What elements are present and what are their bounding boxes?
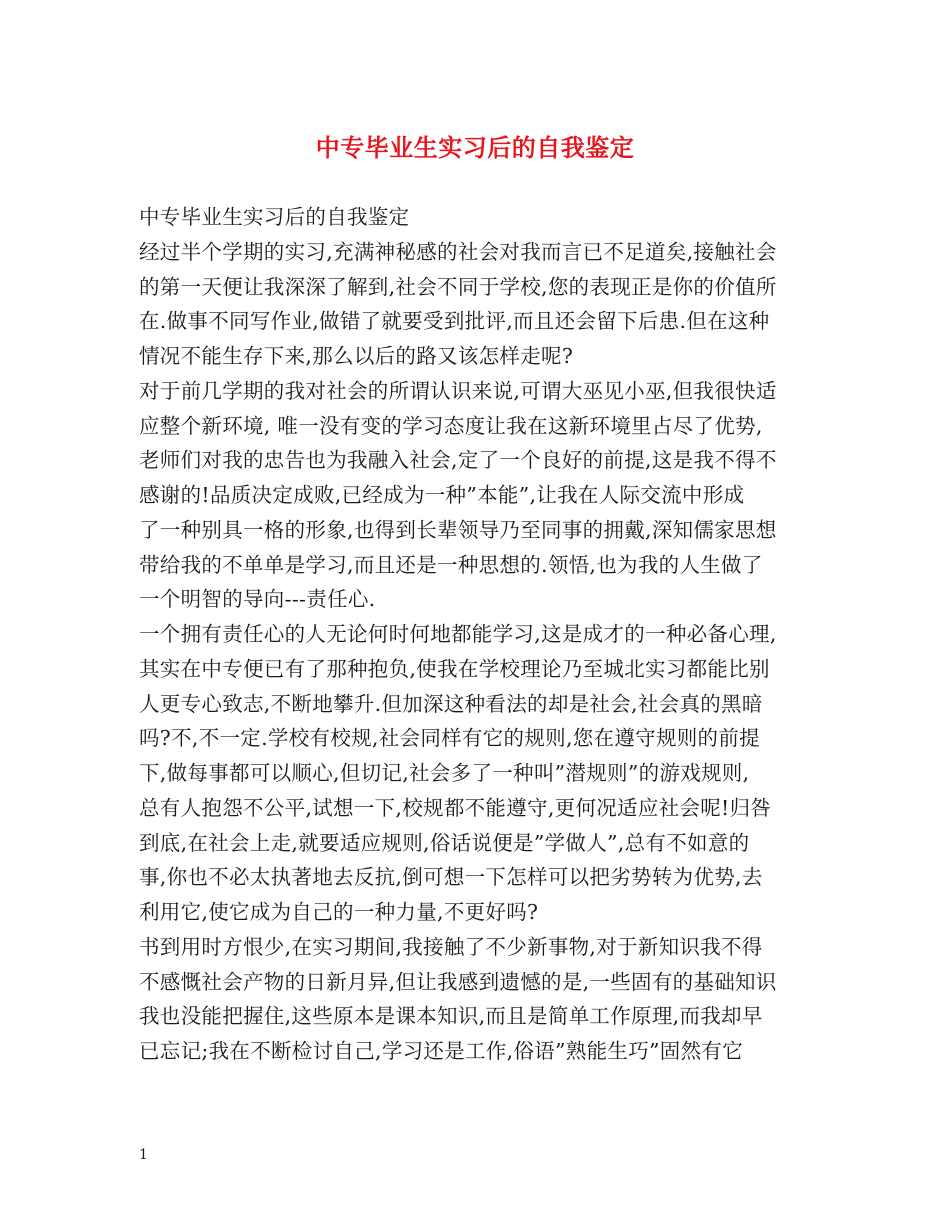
body-text-line: 的第一天便让我深深了解到,社会不同于学校,您的表现正是你的价值所 [139,274,777,299]
body-text-line: 情况不能生存下来,那么以后的路又该怎样走呢? [139,344,574,368]
body-text-line: 其实在中专便已有了那种抱负,使我在学校理论乃至城北实习都能比别 [139,656,770,681]
body-text-line: 总有人抱怨不公平,试想一下,校规都不能遵守,更何况适应社会呢!归咎 [139,795,772,820]
body-text-line: 应整个新环境, 唯一没有变的学习态度让我在这新环境里占尽了优势, [139,413,763,438]
body-text-line: 带给我的不单单是学习,而且还是一种思想的.领悟,也为我的人生做了 [139,552,763,577]
body-text-line: 不感慨社会产物的日新月异,但让我感到遗憾的是,一些固有的基础知识 [139,969,777,994]
body-text-line: 利用它,使它成为自己的一种力量,不更好吗? [139,900,539,924]
body-text-line: 到底,在社会上走,就要适应规则,俗话说便是”学做人”,总有不如意的 [139,830,750,855]
body-text-line: 感谢的!品质决定成败,已经成为一种”本能”,让我在人际交流中形成 [139,483,745,507]
body-text-line: 了一种别具一格的形象,也得到长辈领导乃至同事的拥戴,深知儒家思想 [139,517,777,542]
body-text-line: 事,你也不必太执著地去反抗,倒可想一下怎样可以把劣势转为优势,去 [139,865,763,890]
document-body [139,200,815,1069]
body-text-line: 经过半个学期的实习,充满神秘感的社会对我而言已不足道矣,接触社会 [139,239,777,264]
body-text-line: 已忘记;我在不断检讨自己,学习还是工作,俗语”熟能生巧”固然有它 [139,1039,743,1063]
document-subtitle-line: 中专毕业生实习后的自我鉴定 [139,205,410,229]
body-text-line: 下,做每事都可以顺心,但切记,社会多了一种叫”潜规则”的游戏规则, [139,761,750,785]
body-text-line: 老师们对我的忠告也为我融入社会,定了一个良好的前提,这是我不得不 [139,448,777,473]
body-text-line: 对于前几学期的我对社会的所谓认识来说,可谓大巫见小巫,但我很快适 [139,378,777,403]
document-title: 中专毕业生实习后的自我鉴定 [315,133,635,162]
body-text-line: 人更专心致志,不断地攀升.但加深这种看法的却是社会,社会真的黑暗 [139,691,763,716]
body-text-line: 一个拥有责任心的人无论何时何地都能学习,这是成才的一种必备心理, [139,622,777,646]
body-text-line: 在.做事不同写作业,做错了就要受到批评,而且还会留下后患.但在这种 [139,309,770,334]
body-text-line: 一个明智的导向---责任心. [139,587,376,612]
body-text-line: 吗?不,不一定.学校有校规,社会同样有它的规则,您在遵守规则的前提 [139,726,760,751]
body-text-line: 我也没能把握住,这些原本是课本知识,而且是简单工作原理,而我却早 [139,1004,763,1029]
body-text-line: 书到用时方恨少,在实习期间,我接触了不少新事物,对于新知识我不得 [139,934,763,959]
page-number: 1 [139,1147,148,1163]
